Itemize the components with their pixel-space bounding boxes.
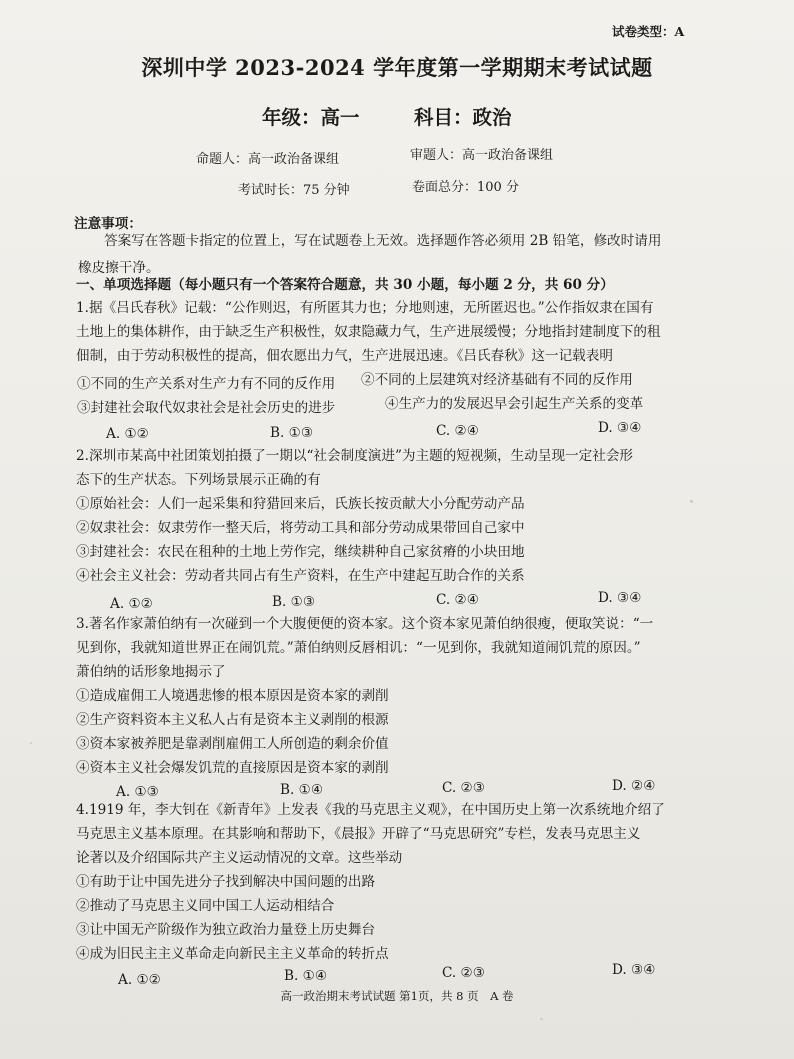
subject-label: 科目：政治 (414, 106, 512, 129)
statement: ②奴隶社会：奴隶劳作一整天后，将劳动工具和部分劳动成果带回自己家中 (76, 520, 525, 536)
option-b: B. ①③ (272, 594, 316, 610)
option-b: B. ①④ (280, 782, 324, 798)
question-text: 2.深圳市某高中社团策划拍摄了一期以“社会制度演进”为主题的短视频，生动呈现一定社会形 (76, 448, 634, 464)
question-text: 1.据《吕氏春秋》记载：“公作则迟，有所匿其力也；分地则速，无所匿迟也。”公作指奴隶在国有 (76, 300, 654, 316)
notes-line: 橡皮擦干净。 (78, 260, 160, 276)
paper-speck (540, 1018, 543, 1020)
option-c: C. ②④ (436, 592, 479, 608)
statement: ④社会主义社会：劳动者共同占有生产资料，在生产中建起互助合作的关系 (76, 568, 525, 584)
statement: ①不同的生产关系对生产力有不同的反作用 (77, 376, 336, 392)
statement: ③资本家被养肥是靠剥削雇佣工人所创造的剩余价值 (76, 736, 389, 752)
notes-line: 答案写在答题卡指定的位置上，写在试题卷上无效。选择题作答必须用 2B 铅笔，修改时请用 (104, 233, 662, 249)
statement: ③让中国无产阶级作为独立政治力量登上历史舞台 (76, 922, 376, 938)
duration-label: 考试时长：75 分钟 (238, 183, 350, 198)
option-d: D. ③④ (598, 590, 642, 606)
statement: ②不同的上层建筑对经济基础有不同的反作用 (361, 372, 633, 388)
statement: ②生产资料资本主义私人占有是资本主义剥削的根源 (76, 712, 389, 728)
option-c: C. ②③ (442, 780, 485, 796)
question-text: 见到你，我就知道世界正在闹饥荒。”萧伯纳则反唇相讥：“一见到你，我就知道闹饥荒的原因。” (76, 640, 641, 656)
notes-heading: 注意事项： (74, 216, 142, 232)
option-b: B. ①③ (270, 425, 314, 441)
question-text: 3.著名作家萧伯纳有一次碰到一个大腹便便的资本家。这个资本家见萧伯纳很瘦，便取笑说：“一 (76, 616, 654, 632)
option-c: C. ②③ (442, 965, 485, 981)
paper-speck (690, 500, 693, 503)
total-score-label: 卷面总分：100 分 (412, 180, 519, 195)
page-footer: 高一政治期末考试试题 第1页，共 8 页 A 卷 (280, 989, 514, 1003)
statement: ③封建社会取代奴隶社会是社会历史的进步 (77, 400, 336, 416)
exam-title: 深圳中学 2023-2024 学年度第一学期期末考试试题 (141, 55, 653, 80)
reviewer-label: 审题人：高一政治备课组 (410, 148, 554, 163)
option-c: C. ②④ (436, 423, 479, 439)
question-text: 态下的生产状态。下列场景展示正确的有 (76, 472, 321, 488)
question-text: 土地上的集体耕作，由于缺乏生产积极性，奴隶隐藏力气，生产进展缓慢；分地指封建制度下的租 (76, 324, 661, 340)
paper-type-label: 试卷类型：A (612, 24, 685, 39)
statement: ④生产力的发展迟早会引起生产关系的变革 (385, 396, 644, 412)
option-d: D. ②④ (612, 778, 656, 794)
option-d: D. ③④ (598, 420, 642, 436)
statement: ④资本主义社会爆发饥荒的直接原因是资本家的剥削 (76, 760, 389, 776)
statement: ①原始社会：人们一起采集和狩猎回来后，氏族长按贡献大小分配劳动产品 (76, 496, 525, 512)
statement: ①有助于让中国先进分子找到解决中国问题的出路 (76, 874, 376, 890)
option-a: A. ①③ (116, 784, 159, 800)
option-a: A. ①② (118, 972, 161, 988)
option-d: D. ③④ (612, 962, 656, 978)
question-text: 4.1919 年，李大钊在《新青年》上发表《我的马克思主义观》，在中国历史上第一次系统地介绍了 (76, 802, 665, 818)
statement: ③封建社会：农民在租种的土地上劳作完，继续耕种自己家贫瘠的小块田地 (76, 544, 525, 560)
question-text: 马克思主义基本原理。在其影响和帮助下，《晨报》开辟了“马克思研究”专栏，发表马克思主义 (76, 826, 641, 842)
question-text: 论著以及介绍国际共产主义运动情况的文章。这些举动 (76, 850, 403, 866)
setter-label: 命题人：高一政治备课组 (196, 152, 340, 167)
statement: ②推动了马克思主义同中国工人运动相结合 (76, 898, 335, 914)
statement: ④成为旧民主主义革命走向新民主主义革命的转折点 (76, 946, 389, 962)
grade-label: 年级：高一 (262, 106, 360, 129)
option-b: B. ①④ (284, 968, 328, 984)
paper-speck (30, 742, 32, 744)
question-text: 萧伯纳的话形象地揭示了 (76, 664, 226, 680)
question-text: 佃制，由于劳动积极性的提高，佃农愿出力气，生产进展迅速。《吕氏春秋》这一记载表明 (76, 348, 613, 364)
section-heading: 一、单项选择题（每小题只有一个答案符合题意，共 30 小题，每小题 2 分，共 60 分） (76, 277, 614, 293)
statement: ①造成雇佣工人境遇悲惨的根本原因是资本家的剥削 (76, 688, 389, 704)
option-a: A. ①② (106, 426, 149, 442)
option-a: A. ①② (110, 596, 153, 612)
